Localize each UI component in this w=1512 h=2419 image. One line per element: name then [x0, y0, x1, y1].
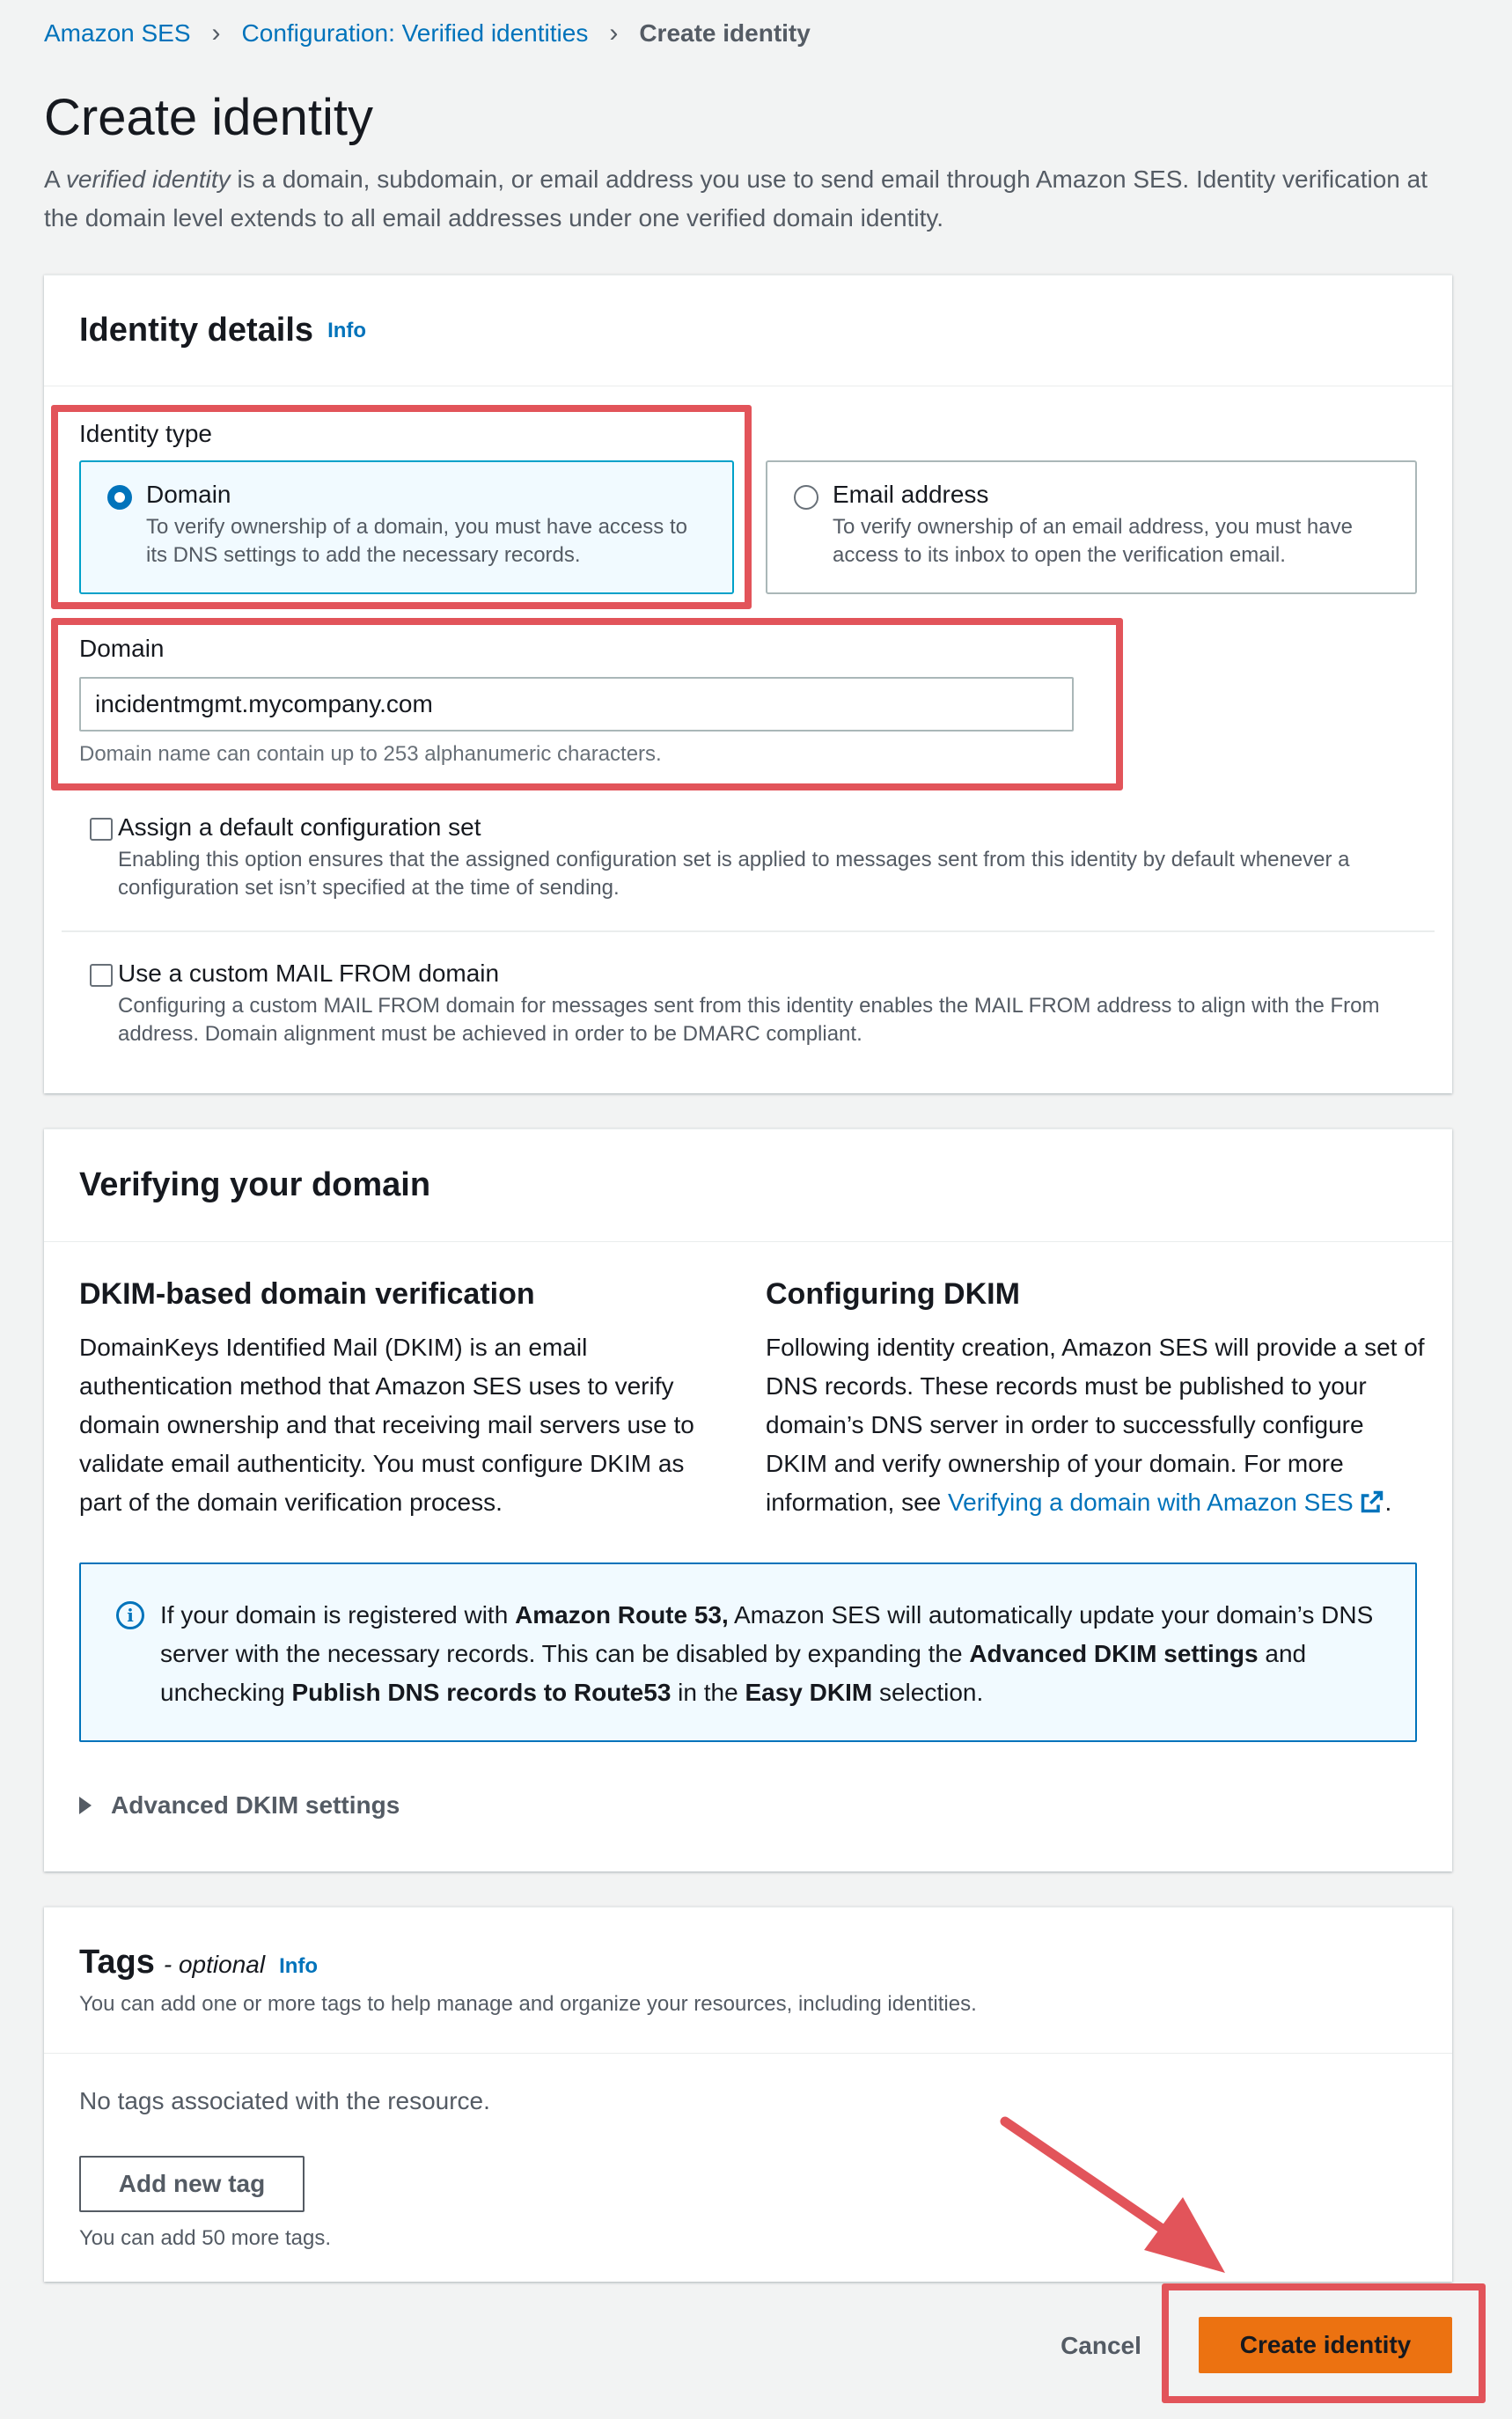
domain-field-highlight: [51, 618, 1123, 790]
create-button-highlight: [1162, 2283, 1486, 2403]
alert-bold-3: Publish DNS records to Route53: [291, 1679, 672, 1706]
default-config-set-checkbox[interactable]: [90, 818, 113, 841]
chevron-right-icon: ›: [211, 18, 221, 48]
tags-title: Tags: [79, 1944, 155, 1981]
breadcrumb: [44, 19, 811, 48]
caret-right-icon: [79, 1797, 92, 1814]
identity-details-header: [44, 276, 1452, 386]
custom-mail-from-option: [118, 959, 1403, 1048]
create-identity-button[interactable]: Create identity: [1199, 2317, 1452, 2373]
info-circle-icon: i: [116, 1601, 144, 1629]
alert-text-5: selection.: [872, 1679, 984, 1706]
radio-unselected-icon[interactable]: [794, 485, 818, 510]
alert-bold-2: Advanced DKIM settings: [969, 1640, 1259, 1667]
verifying-domain-docs-link[interactable]: [948, 1489, 1384, 1516]
tags-header: [44, 1908, 1452, 2054]
dkim-verification-title: DKIM-based domain verification: [79, 1277, 535, 1311]
alert-text-3: and unchecking: [160, 1640, 1307, 1706]
domain-option-desc: To verify ownership of a domain, you must have access to its DNS settings to add the necessary records.: [146, 515, 687, 567]
configuring-dkim-end: .: [1384, 1489, 1392, 1516]
configuring-dkim-body: [766, 1328, 1426, 1522]
identity-type-email-option[interactable]: [766, 460, 1417, 594]
advanced-dkim-settings-label: Advanced DKIM settings: [111, 1791, 400, 1819]
verifying-domain-header: [44, 1129, 1452, 1242]
verifying-domain-panel: [44, 1129, 1452, 1871]
identity-type-highlight: [51, 405, 752, 609]
cancel-button[interactable]: Cancel: [1035, 2324, 1167, 2368]
alert-bold-4: Easy DKIM: [745, 1679, 873, 1706]
verifying-domain-docs-link-text: Verifying a domain with Amazon SES: [948, 1489, 1354, 1516]
breadcrumb-current: Create identity: [639, 19, 811, 47]
add-new-tag-button[interactable]: Add new tag: [79, 2156, 305, 2212]
verifying-domain-title: Verifying your domain: [79, 1166, 431, 1203]
page-desc-prefix: A: [44, 165, 66, 193]
breadcrumb-verified-identities[interactable]: Configuration: Verified identities: [241, 19, 589, 47]
domain-field-label: Domain: [79, 635, 165, 662]
chevron-right-icon: ›: [609, 18, 619, 48]
custom-mail-from-desc: Configuring a custom MAIL FROM domain for messages sent from this identity enables the MAIL FROM address to align with the From address. Domain alignment must be achieved in order to be DMARC compliant.: [118, 994, 1380, 1046]
tags-optional-label: - optional: [163, 1951, 266, 1978]
email-option-desc: To verify ownership of an email address, you must have access to its inbox to open the verification email.: [833, 515, 1353, 567]
email-option-title: Email address: [833, 481, 989, 508]
alert-text-2: Amazon SES will automatically update your domain’s DNS server with the necessary records. This can be disabled by expanding the: [160, 1601, 1374, 1667]
page-desc-emphasis: verified identity: [65, 165, 231, 193]
identity-details-title: Identity details: [79, 312, 314, 349]
tags-panel: [44, 1907, 1452, 2282]
advanced-dkim-settings-expander[interactable]: [79, 1791, 400, 1820]
dkim-verification-body: DomainKeys Identified Mail (DKIM) is an email authentication method that Amazon SES uses to verify domain ownership and that receiving mail servers use to validate email authenticity. You must configure DKIM as part of the domain verification process.: [79, 1334, 694, 1516]
tags-title-row: [79, 1944, 318, 1982]
route53-info-alert: [79, 1562, 1417, 1742]
tags-remaining-hint: You can add 50 more tags.: [79, 2226, 331, 2250]
domain-option-title: Domain: [146, 481, 231, 508]
external-link-icon: [1360, 1489, 1384, 1514]
custom-mail-from-title: Use a custom MAIL FROM domain: [118, 960, 500, 987]
domain-hint: Domain name can contain up to 253 alphanumeric characters.: [79, 742, 662, 766]
custom-mail-from-checkbox[interactable]: [90, 964, 113, 987]
alert-text-4: in the: [671, 1679, 745, 1706]
page-description: [44, 160, 1452, 238]
page-desc-rest: is a domain, subdomain, or email address you use to send email through Amazon SES. Identity verification at the domain level extends to all email addresses under one verified domain identity.: [44, 165, 1428, 232]
alert-text-1: If your domain is registered with: [160, 1601, 516, 1629]
tags-info-link[interactable]: Info: [279, 1954, 319, 1978]
configuring-dkim-title: Configuring DKIM: [766, 1277, 1020, 1311]
identity-details-info-link[interactable]: Info: [327, 318, 367, 342]
identity-type-label: Identity type: [79, 420, 212, 447]
tags-description: You can add one or more tags to help manage and organize your resources, including identities.: [79, 1992, 977, 2016]
checkbox-divider: [62, 930, 1435, 932]
breadcrumb-amazon-ses[interactable]: Amazon SES: [44, 19, 191, 47]
no-tags-message: No tags associated with the resource.: [79, 2087, 490, 2114]
default-config-set-title: Assign a default configuration set: [118, 813, 481, 841]
default-config-set-option: [118, 812, 1403, 902]
alert-bold-1: Amazon Route 53,: [515, 1601, 729, 1629]
page-title: Create identity: [44, 89, 373, 146]
configuring-dkim-text: Following identity creation, Amazon SES will provide a set of DNS records. These records must be published to your domain’s DNS server in order to successfully configure DKIM and verify ownership of your domain. For more information, see: [766, 1334, 1425, 1516]
default-config-set-desc: Enabling this option ensures that the assigned configuration set is applied to messages sent from this identity by default whenever a configuration set isn’t specified at the time of sending.: [118, 848, 1350, 900]
